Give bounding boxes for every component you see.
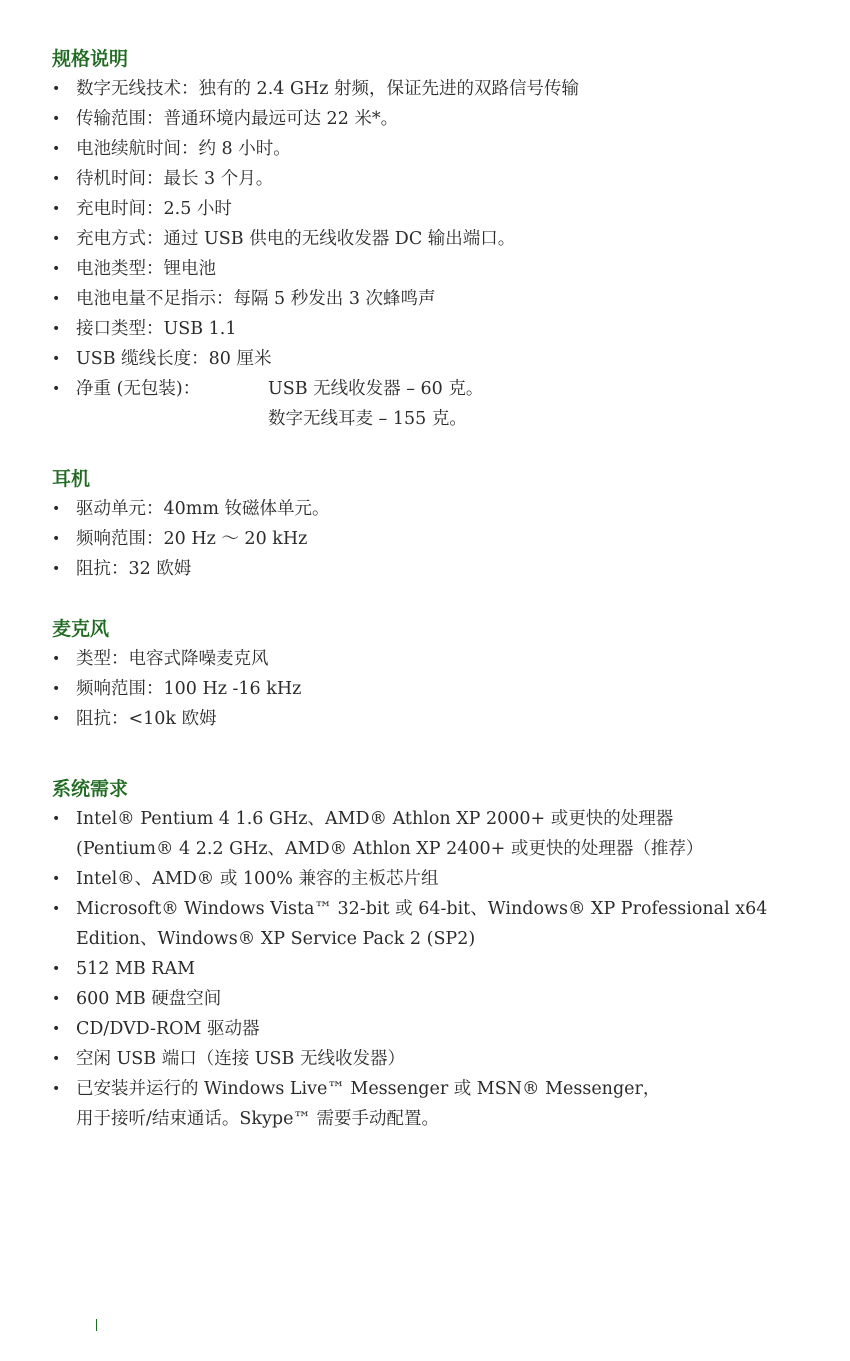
list-item-line: Microsoft® Windows Vista™ 32-bit 或 64-bit、Windows® XP Professional x64 <box>76 899 768 919</box>
document-page <box>52 44 812 1134</box>
list-item <box>52 704 812 734</box>
microphone-list <box>52 644 812 734</box>
list-item <box>52 1074 812 1134</box>
list-item-line: 用于接听/结束通话。Skype™ 需要手动配置。 <box>76 1109 439 1129</box>
weight-label: 净重 (无包装)： <box>76 379 201 399</box>
weight-values <box>268 374 483 434</box>
list-item <box>52 494 812 524</box>
list-item-text: 驱动单元：40mm 钕磁体单元。 <box>76 499 330 519</box>
bullet: • <box>52 871 61 887</box>
list-item <box>52 284 812 314</box>
list-item <box>52 554 812 584</box>
list-item-line: Edition、Windows® XP Service Pack 2 (SP2) <box>76 929 476 949</box>
list-item-text: 充电方式：通过 USB 供电的无线收发器 DC 输出端口。 <box>76 229 516 249</box>
bullet: • <box>52 561 61 577</box>
list-item <box>52 1014 812 1044</box>
bullet: • <box>52 351 61 367</box>
section-title-system: 系统需求 <box>52 778 129 800</box>
list-item <box>52 804 812 864</box>
bullet: • <box>52 901 61 917</box>
section-gap <box>52 734 812 774</box>
list-item-text: 电池电量不足指示：每隔 5 秒发出 3 次蜂鸣声 <box>76 289 436 309</box>
section-title-microphone: 麦克风 <box>52 618 110 640</box>
list-item <box>52 894 812 954</box>
list-item <box>52 674 812 704</box>
list-item-text: 待机时间：最长 3 个月。 <box>76 169 274 189</box>
list-item <box>52 984 812 1014</box>
list-item <box>52 254 812 284</box>
list-item-text: USB 缆线长度：80 厘米 <box>76 349 272 369</box>
list-item-text: 数字无线技术：独有的 2.4 GHz 射频，保证先进的双路信号传输 <box>76 79 579 99</box>
list-item <box>52 314 812 344</box>
list-item-line: 空闲 USB 端口（连接 USB 无线收发器） <box>76 1049 405 1069</box>
list-item <box>52 344 812 374</box>
list-item-line: Intel®、AMD® 或 100% 兼容的主板芯片组 <box>76 869 439 889</box>
spec-list <box>52 74 812 434</box>
bullet: • <box>52 681 61 697</box>
list-item-line: (Pentium® 4 2.2 GHz、AMD® Athlon XP 2400+ 或更快的处理器（推荐） <box>76 839 704 859</box>
page-edge-mark <box>96 1319 97 1331</box>
bullet: • <box>52 321 61 337</box>
list-item-line: 512 MB RAM <box>76 959 196 979</box>
list-item-line: CD/DVD-ROM 驱动器 <box>76 1019 260 1039</box>
list-item <box>52 1044 812 1074</box>
section-title-spec: 规格说明 <box>52 48 129 70</box>
spec-section <box>52 44 812 434</box>
bullet: • <box>52 111 61 127</box>
bullet: • <box>52 1021 61 1037</box>
list-item <box>52 644 812 674</box>
weight-value-receiver: USB 无线收发器 – 60 克。 <box>268 379 484 399</box>
bullet: • <box>52 531 61 547</box>
list-item <box>52 864 812 894</box>
bullet: • <box>52 171 61 187</box>
list-item <box>52 74 812 104</box>
list-item <box>52 224 812 254</box>
list-item-text: 电池续航时间：约 8 小时。 <box>76 139 291 159</box>
bullet: • <box>52 501 61 517</box>
section-gap <box>52 584 812 614</box>
weight-value-headset: 数字无线耳麦 – 155 克。 <box>268 409 467 429</box>
bullet: • <box>52 81 61 97</box>
bullet: • <box>52 291 61 307</box>
system-list <box>52 804 812 1134</box>
list-item <box>52 954 812 984</box>
microphone-section <box>52 614 812 734</box>
bullet: • <box>52 231 61 247</box>
bullet: • <box>52 381 61 397</box>
weight-item <box>52 374 812 434</box>
list-item-text: 接口类型：USB 1.1 <box>76 319 237 339</box>
bullet: • <box>52 261 61 277</box>
section-gap <box>52 434 812 464</box>
bullet: • <box>52 141 61 157</box>
section-title-headphones: 耳机 <box>52 468 91 490</box>
list-item <box>52 164 812 194</box>
list-item-line: Intel® Pentium 4 1.6 GHz、AMD® Athlon XP 2000+ 或更快的处理器 <box>76 809 674 829</box>
list-item <box>52 134 812 164</box>
list-item-text: 阻抗：<10k 欧姆 <box>76 709 217 729</box>
bullet: • <box>52 651 61 667</box>
bullet: • <box>52 711 61 727</box>
list-item-text: 传输范围：普通环境内最远可达 22 米*。 <box>76 109 399 129</box>
list-item-text: 类型：电容式降噪麦克风 <box>76 649 269 669</box>
list-item-line: 600 MB 硬盘空间 <box>76 989 222 1009</box>
bullet: • <box>52 811 61 827</box>
headphones-section <box>52 464 812 584</box>
list-item <box>52 194 812 224</box>
bullet: • <box>52 991 61 1007</box>
list-item-text: 频响范围：100 Hz -16 kHz <box>76 679 302 699</box>
bullet: • <box>52 961 61 977</box>
list-item-text: 充电时间：2.5 小时 <box>76 199 232 219</box>
headphones-list <box>52 494 812 584</box>
list-item-text: 电池类型：锂电池 <box>76 259 216 279</box>
list-item-line: 已安装并运行的 Windows Live™ Messenger 或 MSN® Messenger， <box>76 1079 661 1099</box>
list-item-text: 频响范围：20 Hz ～ 20 kHz <box>76 529 308 549</box>
list-item <box>52 524 812 554</box>
bullet: • <box>52 1051 61 1067</box>
bullet: • <box>52 1081 61 1097</box>
list-item <box>52 104 812 134</box>
system-section <box>52 774 812 1134</box>
list-item-text: 阻抗：32 欧姆 <box>76 559 192 579</box>
bullet: • <box>52 201 61 217</box>
